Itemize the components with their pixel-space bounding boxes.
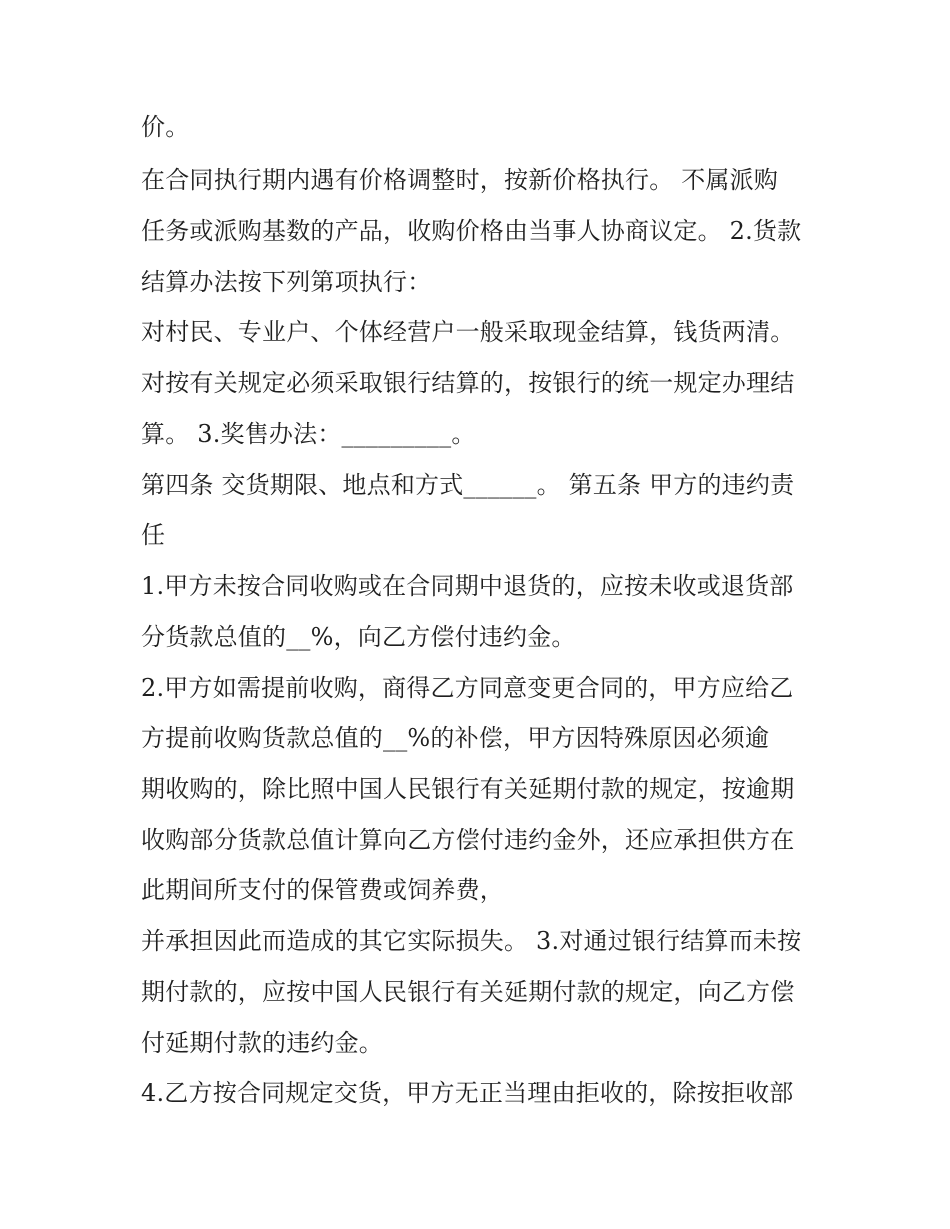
text-line: 结算办法按下列第项执行：	[141, 268, 432, 296]
text-line: 分货款总值的__%，向乙方偿付违约金。	[141, 623, 576, 651]
text-line: 算。 3.奖售办法：_________。	[141, 420, 476, 448]
text-line: 4.乙方按合同规定交货，甲方无正当理由拒收的，除按拒收部	[141, 1079, 794, 1107]
text-line: 此期间所支付的保管费或饲养费，	[141, 876, 504, 904]
text-line: 并承担因此而造成的其它实际损失。 3.对通过银行结算而未按	[141, 927, 802, 955]
text-line: 对按有关规定必须采取银行结算的，按银行的统一规定办理结	[141, 369, 795, 397]
text-line: 任务或派购基数的产品，收购价格由当事人协商议定。 2.货款	[141, 217, 802, 245]
text-line: 1.甲方未按合同收购或在合同期中退货的，应按未收或退货部	[141, 572, 794, 600]
text-line: 期收购的，除比照中国人民银行有关延期付款的规定，按逾期	[141, 775, 795, 803]
text-line: 收购部分货款总值计算向乙方偿付违约金外，还应承担供方在	[141, 826, 795, 854]
text-line: 2.甲方如需提前收购，商得乙方同意变更合同的，甲方应给乙	[141, 674, 794, 702]
text-line: 对村民、专业户、个体经营户一般采取现金结算，钱货两清。	[141, 318, 795, 346]
text-line: 任	[141, 521, 166, 549]
text-line: 期付款的，应按中国人民银行有关延期付款的规定，向乙方偿	[141, 978, 795, 1006]
text-line: 价。	[141, 113, 190, 141]
text-line: 付延期付款的违约金。	[141, 1029, 383, 1057]
text-line: 第四条 交货期限、地点和方式______。 第五条 甲方的违约责	[141, 471, 795, 499]
text-line: 在合同执行期内遇有价格调整时，按新价格执行。 不属派购	[141, 166, 779, 194]
text-line: 方提前收购货款总值的__%的补偿，甲方因特殊原因必须逾	[141, 724, 770, 752]
